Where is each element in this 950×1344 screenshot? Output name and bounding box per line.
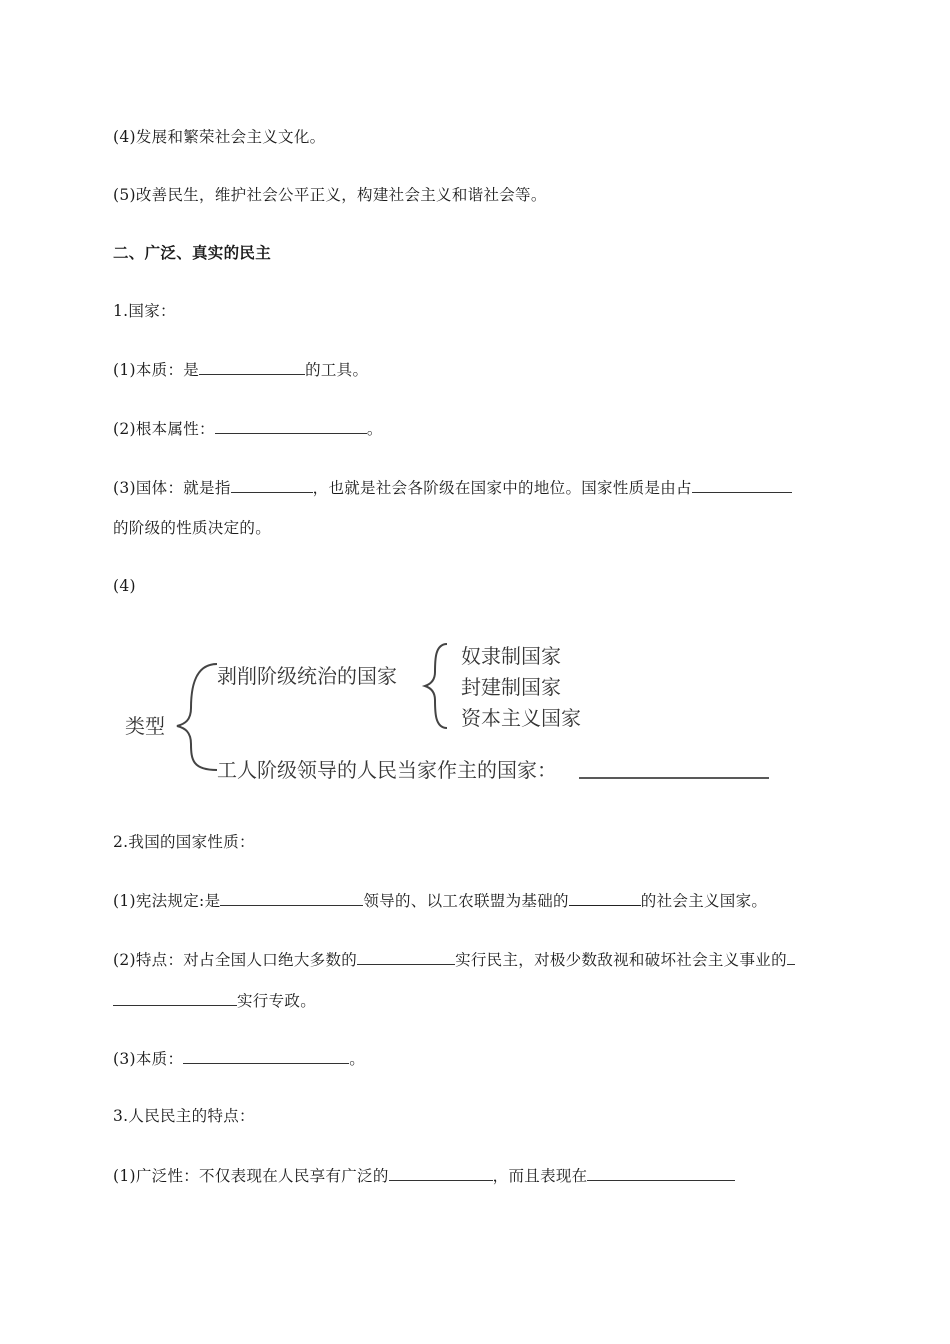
text: 。	[366, 420, 383, 438]
root-label: 类型	[125, 714, 165, 738]
state-types-diagram	[113, 630, 813, 790]
root-brace	[177, 664, 217, 770]
text: 的工具。	[305, 361, 369, 379]
branch-exploiting-state: 剥削阶级统治的国家	[217, 664, 397, 688]
text: (1)宪法规定:是	[113, 892, 221, 910]
fill-blank-start[interactable]	[787, 949, 795, 965]
section-heading-2: 二、广泛、真实的民主	[113, 243, 272, 262]
subsection-2-title: 2.我国的国家性质：	[113, 833, 255, 851]
text: 实行民主，对极少数敌视和破坏社会主义事业的	[455, 951, 787, 969]
text: ，也就是社会各阶级在国家中的地位。国家性质是由占	[312, 479, 692, 497]
text: (2)特点：对占全国人口绝大多数的	[113, 951, 358, 969]
branch-people-state: 工人阶级领导的人民当家作主的国家：	[217, 758, 557, 782]
item-1-constitution	[113, 890, 767, 911]
item-3-state-system	[113, 477, 792, 498]
fill-blank[interactable]	[357, 949, 455, 965]
item-2-features	[113, 949, 795, 970]
fill-blank[interactable]	[220, 890, 363, 906]
text: (3)本质：	[113, 1050, 184, 1068]
fill-blank[interactable]	[389, 1165, 493, 1181]
fill-blank[interactable]	[231, 477, 313, 493]
text: 。	[349, 1050, 366, 1068]
item-2-continuation	[113, 990, 316, 1011]
item-3-essence	[113, 1048, 365, 1069]
fill-blank[interactable]	[692, 477, 792, 493]
fill-blank[interactable]	[215, 418, 367, 434]
fill-blank[interactable]	[569, 890, 641, 906]
item-2-attribute	[113, 418, 383, 439]
text: (1)广泛性：不仅表现在人民享有广泛的	[113, 1167, 389, 1185]
text: 领导的、以工农联盟为基础的	[363, 892, 569, 910]
leaf-feudal-state: 封建制国家	[461, 675, 561, 699]
text: (1)本质：是	[113, 361, 200, 379]
subsection-3-title: 3.人民民主的特点：	[113, 1107, 255, 1125]
fill-blank[interactable]	[113, 990, 237, 1006]
text: ，而且表现在	[492, 1167, 588, 1185]
branch-brace	[425, 644, 447, 728]
fill-blank[interactable]	[587, 1165, 735, 1181]
text: (3)国体：就是指	[113, 479, 231, 497]
item-5-livelihood: (5)改善民生，维护社会公平正义，构建社会主义和谐社会等。	[113, 186, 547, 204]
text: (2)根本属性：	[113, 420, 215, 438]
fill-blank[interactable]	[199, 359, 305, 375]
subsection-1-title: 1.国家：	[113, 302, 176, 320]
item-3-continuation: 的阶级的性质决定的。	[113, 519, 272, 537]
text: 的社会主义国家。	[640, 892, 768, 910]
item-1-breadth	[113, 1165, 735, 1186]
item-4-label: (4)	[113, 577, 136, 595]
leaf-slave-state: 奴隶制国家	[461, 644, 561, 668]
item-4-culture: (4)发展和繁荣社会主义文化。	[113, 128, 326, 146]
item-1-essence	[113, 359, 368, 380]
text: 实行专政。	[237, 992, 317, 1010]
fill-blank[interactable]	[183, 1048, 349, 1064]
leaf-capitalist-state: 资本主义国家	[461, 706, 581, 730]
